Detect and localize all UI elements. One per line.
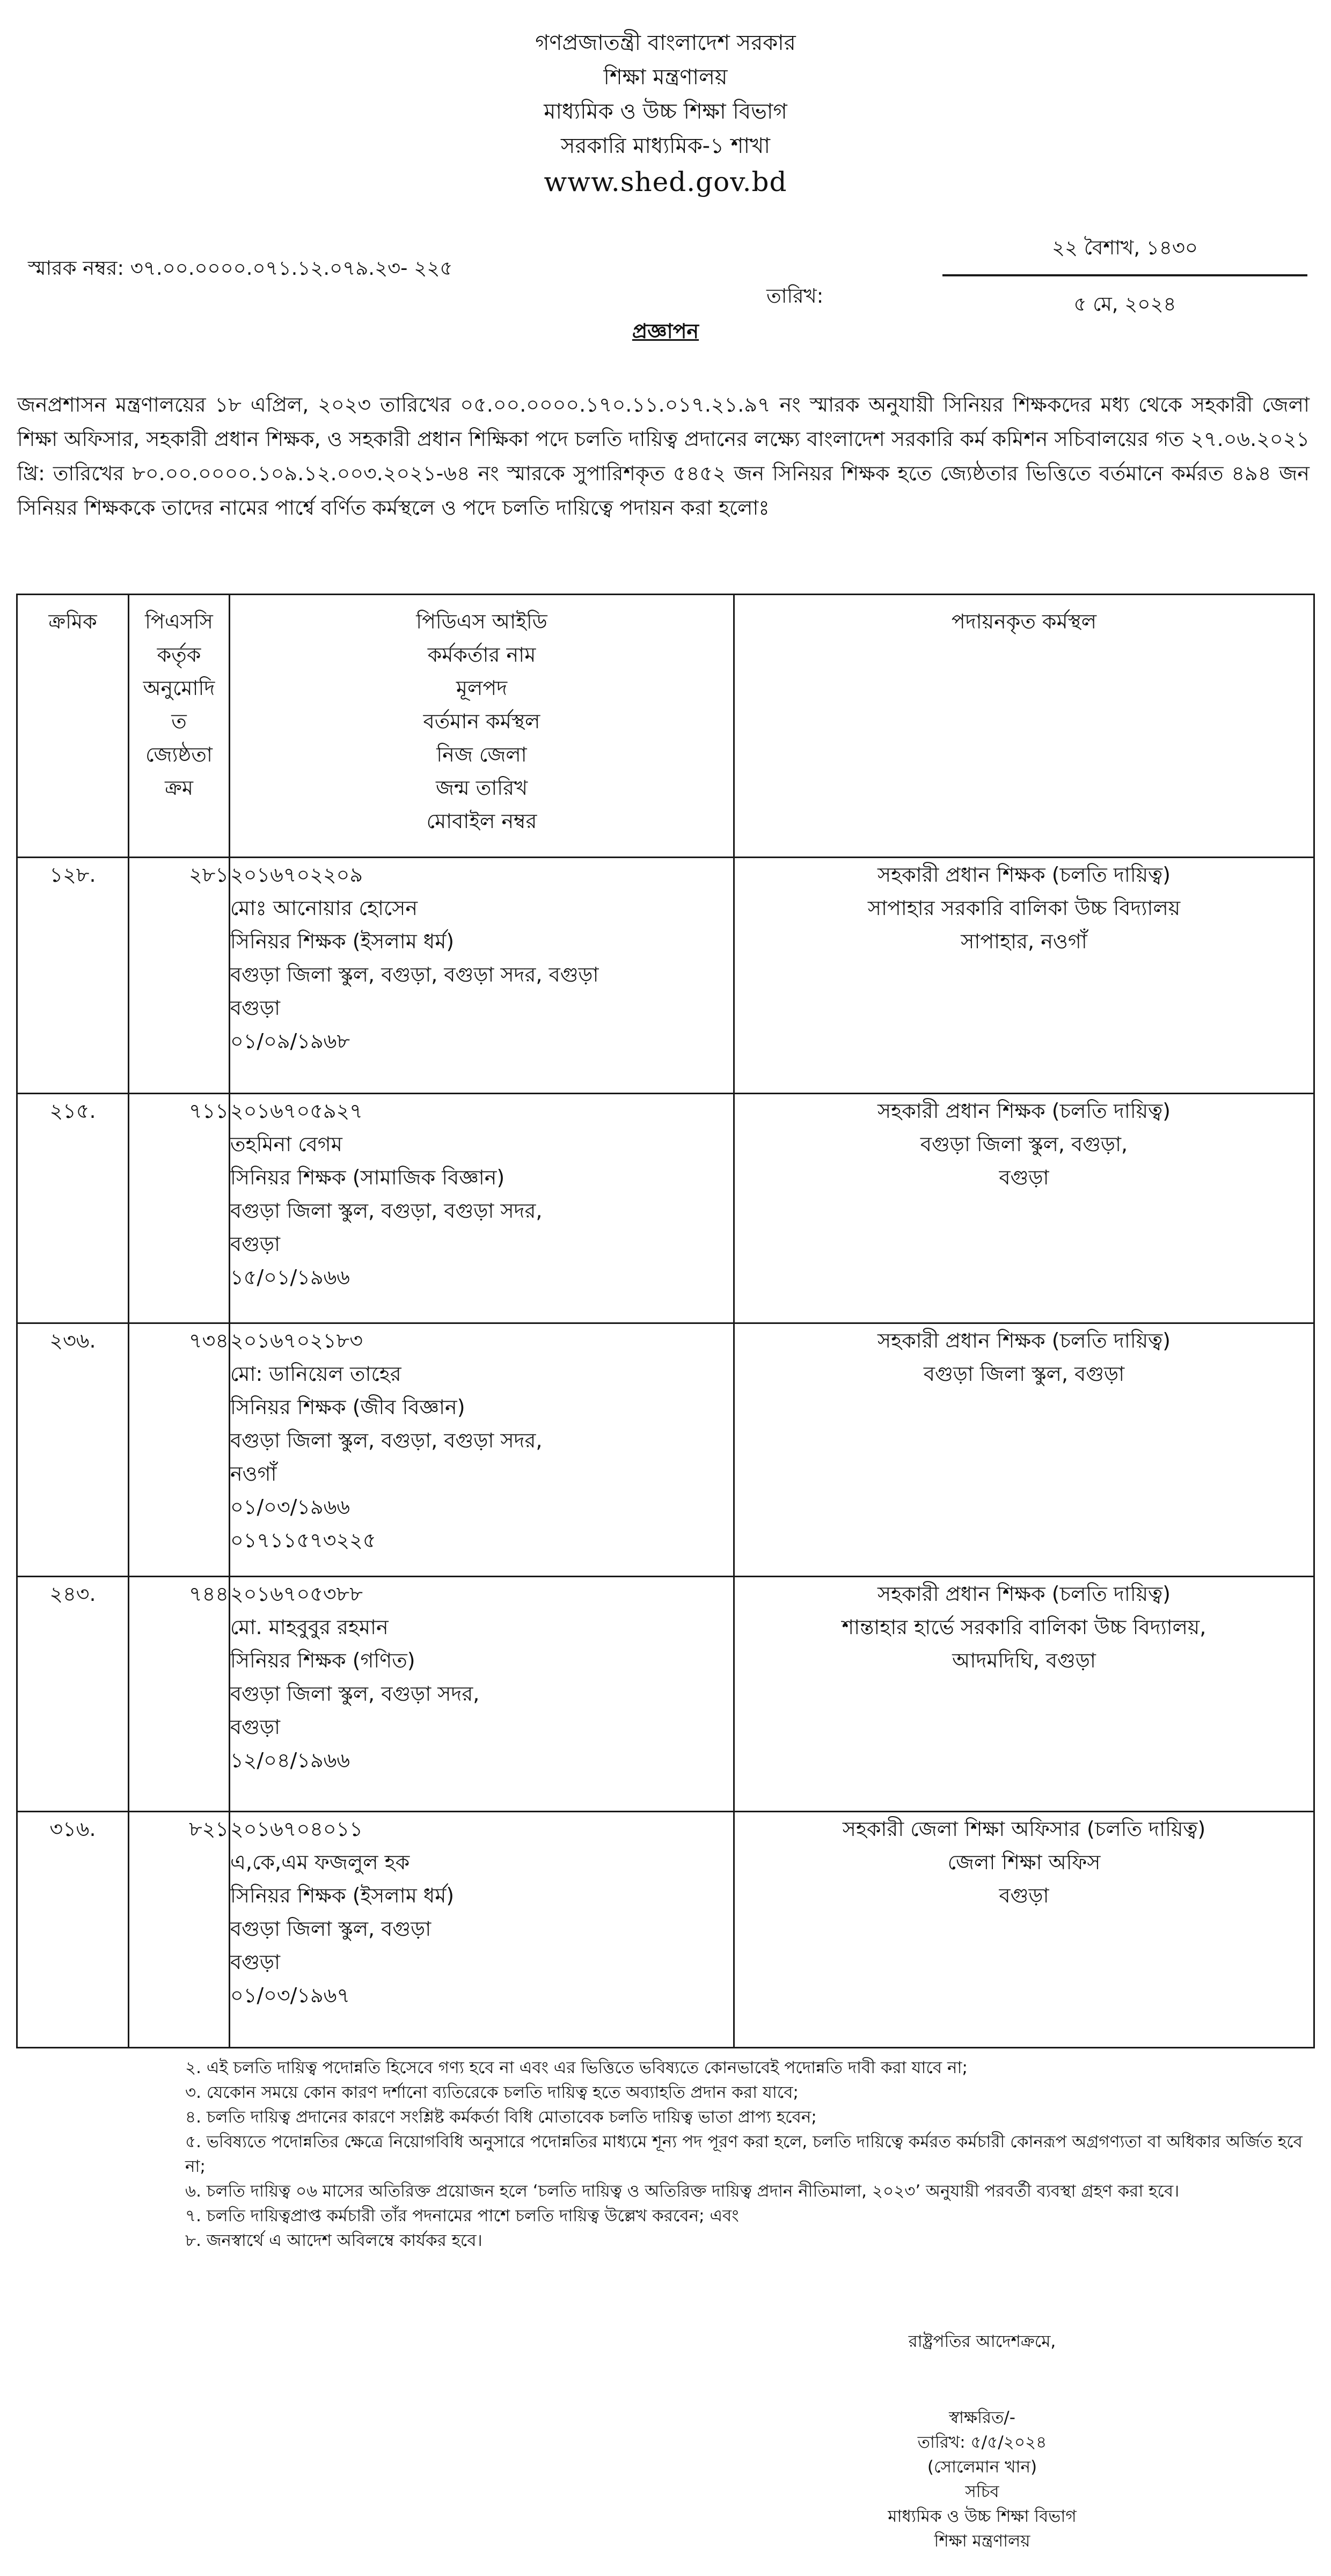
term-item: ৪. চলতি দায়িত্ব প্রদানের কারণে সংশ্লিষ্ট কর্মকর্তা বিধি মোতাবেক চলতি দায়িত্ব ভাতা প্রাপ্য হবেন; <box>185 2107 817 2127</box>
officer-name: মো: ডানিয়েল তাহের <box>230 1362 401 1386</box>
term-item: ৬. চলতি দায়িত্ব ০৬ মাসের অতিরিক্ত প্রয়োজন হলে ‘চলতি দায়িত্ব ও অতিরিক্ত দায়িত্ব প্রদান নীতিমালা, ২০২৩’ অনুযায়ী পরবর্তী ব্যবস্থা গ্রহণ করা হবে। <box>185 2182 1180 2201</box>
cell-posting: সহকারী জেলা শিক্ষা অফিসার (চলতি দায়িত্ব) জেলা শিক্ষা অফিস বগুড়া <box>734 1812 1314 2048</box>
current-workplace: বগুড়া জিলা স্কুল, বগুড়া, বগুড়া সদর, <box>230 1199 543 1223</box>
home-district: বগুড়া <box>230 1232 280 1256</box>
term-item: ৭. চলতি দায়িত্বপ্রাপ্ত কর্মচারী তাঁর পদনামের পাশে চলতি দায়িত্ব উল্লেখ করবেন; এবং <box>185 2206 739 2226</box>
pds-id: ২০১৬৭০৪০১১ <box>230 1817 363 1841</box>
cell-posting: সহকারী প্রধান শিক্ষক (চলতি দায়িত্ব) বগুড়া জিলা স্কুল, বগুড়া <box>734 1323 1314 1577</box>
cell-details <box>230 1323 734 1577</box>
website-link[interactable]: www.shed.gov.bd <box>544 166 787 197</box>
birth-date: ০১/০৩/১৯৬৬ <box>230 1495 350 1519</box>
date-bangla: ২২ বৈশাখ, ১৪৩০ <box>1051 236 1198 259</box>
officer-name: এ,কে,এম ফজলুল হক <box>230 1850 410 1874</box>
date-label: তারিখ: <box>766 284 824 308</box>
main-post: সিনিয়র শিক্ষক (ইসলাম ধর্ম) <box>230 930 455 953</box>
term-item: ৩. যেকোন সময়ে কোন কারণ দর্শানো ব্যতিরেকে চলতি দায়িত্ব হতে অব্যাহতি প্রদান করা যাবে; <box>185 2083 799 2102</box>
home-district: নওগাঁ <box>230 1462 277 1485</box>
date-divider <box>942 274 1307 276</box>
pds-id: ২০১৬৭০২১৮৩ <box>230 1329 363 1352</box>
term-item: ২. এই চলতি দায়িত্ব পদোন্নতি হিসেবে গণ্য হবে না এবং এর ভিত্তিতে ভবিষ্যতে কোনভাবেই পদোন্নতি দাবী করা যাবে না; <box>185 2058 968 2077</box>
date-gregorian: ৫ মে, ২০২৪ <box>1073 292 1176 316</box>
memo-number: স্মারক নম্বর: ৩৭.০০.০০০০.০৭১.১২.০৭৯.২৩- ২২৫ <box>28 257 453 280</box>
mobile-number: ০১৭১১৫৭৩২২৫ <box>230 1528 376 1552</box>
cell-serial: ২১৫. <box>17 1094 129 1323</box>
main-post: সিনিয়র শিক্ষক (সামাজিক বিজ্ঞান) <box>230 1166 505 1189</box>
cell-details <box>230 858 734 1094</box>
table-row <box>17 1577 1314 1812</box>
table-header-row <box>17 595 1314 858</box>
table-row <box>17 1812 1314 2048</box>
letterhead <box>0 26 1331 201</box>
cell-psc-rank: ২৮১ <box>129 858 230 1094</box>
terms-list <box>185 2055 1312 2253</box>
term-item: ৮. জনস্বার্থে এ আদেশ অবিলম্বে কার্যকর হবে। <box>185 2231 482 2250</box>
signatory-name: (সোলেমান খান) <box>927 2457 1037 2477</box>
birth-date: ০১/০৩/১৯৬৭ <box>230 1984 350 2007</box>
home-district: বগুড়া <box>230 996 280 1020</box>
table-row <box>17 1323 1314 1577</box>
branch-name: সরকারি মাধ্যমিক-১ শাখা <box>561 134 770 158</box>
signatory-designation: সচিব <box>965 2482 999 2501</box>
current-workplace: বগুড়া জিলা স্কুল, বগুড়া <box>230 1917 432 1941</box>
government-name: গণপ্রজাতন্ত্রী বাংলাদেশ সরকার <box>535 31 796 55</box>
birth-date: ১২/০৪/১৯৬৬ <box>230 1748 350 1772</box>
header-serial: ক্রমিক <box>17 595 129 858</box>
current-workplace: বগুড়া জিলা স্কুল, বগুড়া, বগুড়া সদর, <box>230 1429 543 1452</box>
birth-date: ১৫/০১/১৯৬৬ <box>230 1265 350 1289</box>
cell-psc-rank: ৭৩৪ <box>129 1323 230 1577</box>
officer-name: তহমিনা বেগম <box>230 1132 342 1156</box>
cell-details <box>230 1094 734 1323</box>
signed-mark: স্বাক্ষরিত/- <box>949 2408 1015 2427</box>
signature-date: তারিখ: ৫/৫/২০২৪ <box>917 2433 1047 2452</box>
cell-posting: সহকারী প্রধান শিক্ষক (চলতি দায়িত্ব) শান্তাহার হার্ভে সরকারি বালিকা উচ্চ বিদ্যালয়, আদমদিঘি, বগুড়া <box>734 1577 1314 1812</box>
main-post: সিনিয়র শিক্ষক (গণিত) <box>230 1649 415 1672</box>
notification-title: প্রজ্ঞাপন <box>632 319 699 343</box>
intro-paragraph: জনপ্রশাসন মন্ত্রণালয়ের ১৮ এপ্রিল, ২০২৩ তারিখের ০৫.০০.০০০০.১৭০.১১.০১৭.২১.৯৭ নং স্মারক অনুযায়ী সিনিয়র শিক্ষকদের মধ্য থেকে সহকারী জেলা শিক্ষা অফিসার, সহকারী প্রধান শিক্ষক, ও সহকারী প্রধান শিক্ষিকা পদে চলতি দায়িত্ব প্রদানের লক্ষ্যে বাংলাদেশ সরকারি কর্ম কমিশন সচিবালয়ের গত ২৭.০৬.২০২১ খ্রি: তারিখের ৮০.০০.০০০০.১০৯.১২.০০৩.২০২১-৬৪ নং স্মারকে সুপারিশকৃত ৫৪৫২ জন সিনিয়র শিক্ষক হতে জ্যেষ্ঠতার ভিত্তিতে বর্তমানে কর্মরত ৪৯৪ জন সিনিয়র শিক্ষককে তাদের নামের পার্শ্বে বর্ণিত কর্মস্থলে ও পদে চলতি দায়িত্বে পদায়ন করা হলোঃ <box>17 393 1310 519</box>
officer-name: মোঃ আনোয়ার হোসেন <box>230 896 418 920</box>
cell-serial: ১২৮. <box>17 858 129 1094</box>
home-district: বগুড়া <box>230 1950 280 1974</box>
current-workplace: বগুড়া জিলা স্কুল, বগুড়া, বগুড়া সদর, বগুড়া <box>230 963 599 986</box>
cell-psc-rank: ৭৪৪ <box>129 1577 230 1812</box>
pds-id: ২০১৬৭০৫৩৮৮ <box>230 1582 363 1606</box>
current-workplace: বগুড়া জিলা স্কুল, বগুড়া সদর, <box>230 1682 480 1706</box>
ministry-name: শিক্ষা মন্ত্রণালয় <box>603 65 728 90</box>
birth-date: ০১/০৯/১৯৬৮ <box>230 1029 350 1053</box>
presidential-order: রাষ্ট্রপতির আদেশক্রমে, <box>908 2332 1056 2351</box>
term-item: ৫. ভবিষ্যতে পদোন্নতির ক্ষেত্রে নিয়োগবিধি অনুসারে পদোন্নতির মাধ্যমে শূন্য পদ পূরণ করা হলে, চলতি দায়িত্বে কর্মরত কর্মচারী কোনরূপ অগ্রগণ্যতা বা অধিকার অর্জিত হবে না; <box>185 2132 1303 2176</box>
home-district: বগুড়া <box>230 1715 280 1739</box>
cell-psc-rank: ৭১১ <box>129 1094 230 1323</box>
table-row <box>17 1094 1314 1323</box>
posting-table <box>16 594 1315 2048</box>
cell-serial: ২৪৩. <box>17 1577 129 1812</box>
header-psc-seniority: পিএসসি কর্তৃক অনুমোদি ত জ্যেষ্ঠতা ক্রম <box>129 595 230 858</box>
table-row <box>17 858 1314 1094</box>
header-posting: পদায়নকৃত কর্মস্থল <box>734 595 1314 858</box>
cell-posting: সহকারী প্রধান শিক্ষক (চলতি দায়িত্ব) বগুড়া জিলা স্কুল, বগুড়া, বগুড়া <box>734 1094 1314 1323</box>
cell-psc-rank: ৮২১ <box>129 1812 230 2048</box>
officer-name: মো. মাহবুবুর রহমান <box>230 1615 389 1639</box>
division-name: মাধ্যমিক ও উচ্চ শিক্ষা বিভাগ <box>544 99 787 124</box>
header-details: পিডিএস আইডি কর্মকর্তার নাম মূলপদ বর্তমান কর্মস্থল নিজ জেলা জন্ম তারিখ মোবাইল নম্বর <box>230 595 734 858</box>
cell-serial: ২৩৬. <box>17 1323 129 1577</box>
signature-block <box>821 2329 1143 2553</box>
signatory-ministry: শিক্ষা মন্ত্রণালয় <box>934 2531 1030 2551</box>
cell-details <box>230 1577 734 1812</box>
cell-details <box>230 1812 734 2048</box>
main-post: সিনিয়র শিক্ষক (জীব বিজ্ঞান) <box>230 1395 465 1419</box>
date-block <box>942 232 1307 322</box>
cell-serial: ৩১৬. <box>17 1812 129 2048</box>
signatory-division: মাধ্যমিক ও উচ্চ শিক্ষা বিভাগ <box>888 2507 1077 2526</box>
pds-id: ২০১৬৭০২২০৯ <box>230 863 363 887</box>
cell-posting: সহকারী প্রধান শিক্ষক (চলতি দায়িত্ব) সাপাহার সরকারি বালিকা উচ্চ বিদ্যালয় সাপাহার, নওগাঁ <box>734 858 1314 1094</box>
pds-id: ২০১৬৭০৫৯২৭ <box>230 1099 363 1123</box>
main-post: সিনিয়র শিক্ষক (ইসলাম ধর্ম) <box>230 1884 455 1907</box>
